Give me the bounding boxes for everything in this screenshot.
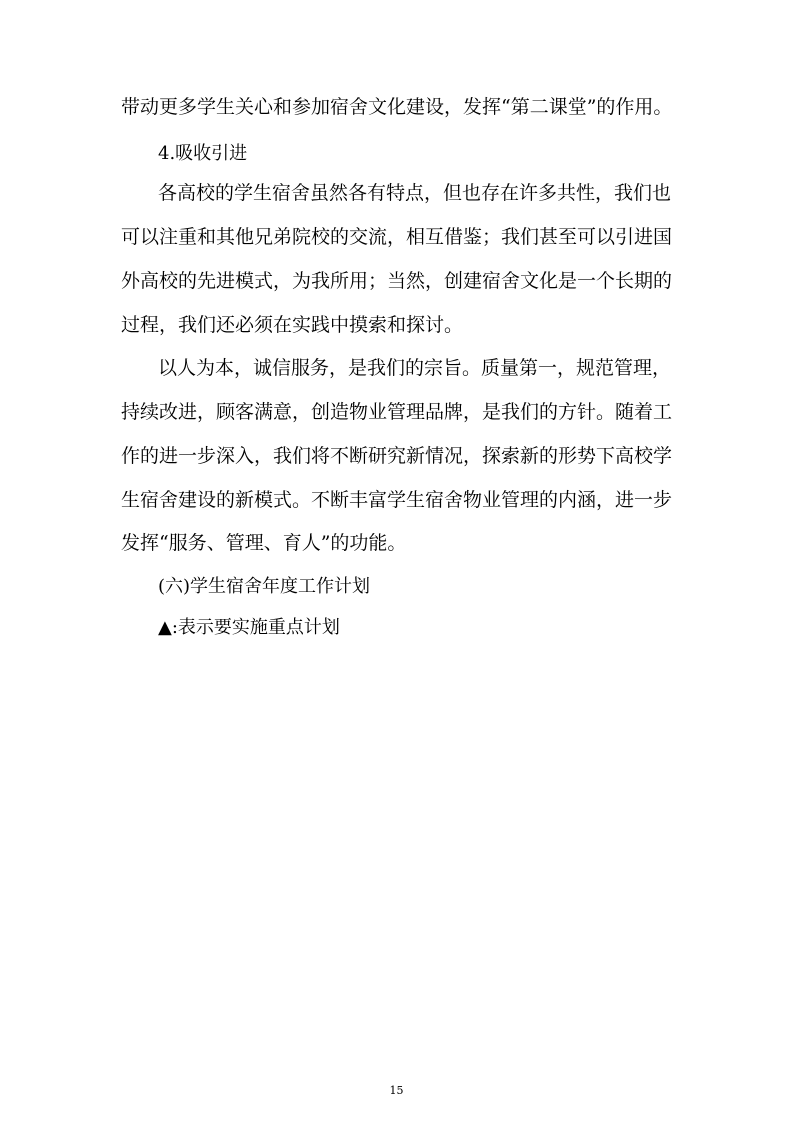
page-number: 15 [389, 1084, 404, 1097]
paragraph-line: 可以注重和其他兄弟院校的交流，相互借鉴；我们甚至可以引进国 [121, 226, 673, 248]
paragraph-line: 外高校的先进模式，为我所用；当然，创建宿舍文化是一个长期的 [121, 270, 673, 292]
legend-note: ▲:表示要实施重点计划 [158, 617, 340, 638]
section-heading: (六)学生宿舍年度工作计划 [158, 576, 371, 597]
paragraph-line: 各高校的学生宿舍虽然各有特点，但也存在许多共性，我们也 [158, 182, 672, 204]
paragraph-line: 持续改进，顾客满意，创造物业管理品牌，是我们的方针。随着工 [121, 401, 673, 423]
paragraph-line: 发挥“服务、管理、育人”的功能。 [121, 532, 407, 554]
section-heading: 4.吸收引进 [158, 143, 248, 164]
paragraph-line: 以人为本，诚信服务，是我们的宗旨。质量第一，规范管理， [158, 357, 672, 379]
paragraph-line: 作的进一步深入，我们将不断研究新情况，探索新的形势下高校学 [121, 445, 673, 467]
paragraph-line: 过程，我们还必须在实践中摸索和探讨。 [121, 314, 464, 336]
paragraph-line: 生宿舍建设的新模式。不断丰富学生宿舍物业管理的内涵，进一步 [121, 489, 673, 511]
paragraph-line: 带动更多学生关心和参加宿舍文化建设，发挥“第二课堂”的作用。 [121, 96, 673, 118]
